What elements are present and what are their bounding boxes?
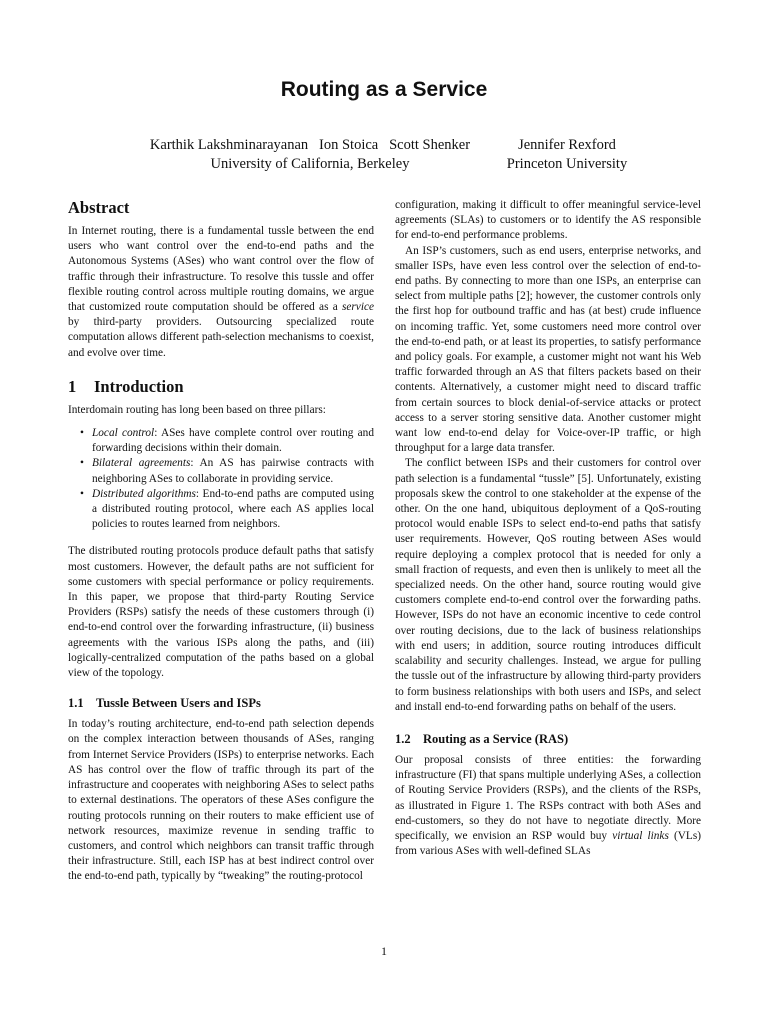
author-names: Karthik Lakshminarayanan Ion Stoica Scott Shenker [149,137,471,153]
paper-title: Routing as a Service [280,78,488,101]
list-item [92,456,374,486]
abstract-text-part: by third-party providers. Outsourcing specialized route computation allows different path-selection mechanisms to coexist, and evolve over time. [68,316,374,359]
pillar-text: : ASes have complete control over routing and forwarding decisions within their domain. [92,427,374,455]
author-affiliation: University of California, Berkeley [210,156,410,172]
subsection-heading-ras [395,731,701,747]
pillar-term: Distributed algorithms [92,487,196,500]
pillar-text: : An AS has pairwise contracts with neighboring ASes to collaborate in providing service. [92,457,374,485]
author-names: Jennifer Rexford [518,137,616,153]
pillar-text: : End-to-end paths are computed using a distributed routing protocol, where each AS applies local policies to routes learned from neighbors. [92,487,374,531]
page-number: 1 [381,944,387,958]
subsection-number: 1.1 [68,696,84,711]
ras-text-part: Our proposal consists of three entities: the forwarding infrastructure (FI) that spans multiple underlying ASes, a collection of Routing Service Providers (RSPs), and the clients of the RSPs, as illustrated in Figure 1. The RSPs contract with both ASes and end-customers, so they do not have to negotiate directly. More specifically, we envision an RSP would buy [395,753,701,842]
right-column [395,198,701,859]
pillar-term: Local control [92,427,155,440]
ras-paragraph [395,753,701,859]
subsection-number: 1.2 [395,731,411,746]
ras-emphasis: virtual links [612,829,669,842]
abstract-emphasis: service [342,301,374,314]
author-list [0,136,768,176]
left-column [68,198,374,885]
author-group-berkeley [130,136,490,174]
abstract-heading: Abstract [68,198,130,217]
ras-text-part: (VLs) from various ASes with well-defined SLAs [395,829,701,858]
intro-paragraph: The distributed routing protocols produce default paths that satisfy most customers. However, the default paths are not sufficient for some customers with special performance or policy requirements. In this paper, we propose that third-party Routing Service Providers (RSPs) satisfy the needs of these customers through (i) end-to-end control over the forwarding infrastructure, (ii) business agreements with the various ISPs along the paths, and (iii) logically-centralized computation of the paths based on a global view of the topology. [68,545,374,680]
author-group-princeton [492,136,642,174]
pillars-list [68,426,374,532]
subsection-heading-tussle [68,695,374,711]
abstract-text-part: In Internet routing, there is a fundamental tussle between the end users who want control over the end-to-end paths and the Autonomous Systems (ASes) who want control over the flow of traffic through their infrastructure. To resolve this tussle and offer flexible routing control across multiple routing domains, we argue that customized route computation should be offered as a [68,225,374,314]
abstract-text [68,224,374,361]
section-heading-introduction [68,377,374,397]
subsection-title: Routing as a Service (RAS) [423,731,569,746]
list-item [92,426,374,456]
continued-paragraph: configuration, making it difficult to offer meaningful service-level agreements (SLAs) to customers or to identify the AS responsible for end-to-end performance problems. [395,199,701,242]
customers-paragraph: An ISP’s customers, such as end users, enterprise networks, and smaller ISPs, have even less control over the selection of end-to-end paths. By connecting to more than one ISPs, an enterprise can select from multiple paths [2]; however, the customer controls only the first hop for outbound traffic and has (at best) crude influence on incoming traffic. Yet, some customers need more control over the end-to-end path, or at least its properties, to satisfy performance and policy goals. For example, a customer might not want his Web traffic forwarded through an AS that filters packets based on their contents. Alternatively, a customer might need to discard traffic from certain sources to block denial-of-service attacks or protect access to a server storing sensitive data. Another customer might want low end-to-end delay for Voice-over-IP traffic, or high throughput for a large data transfer. [395,244,701,455]
section-number: 1 [68,376,77,396]
intro-lead: Interdomain routing has long been based on three pillars: [68,403,326,416]
pillar-term: Bilateral agreements [92,457,191,470]
tussle-paragraph: In today’s routing architecture, end-to-end path selection depends on the complex interaction between thousands of ASes, ranging from Internet Service Providers (ISPs) to enterprise networks. Each AS has control over the flow of traffic through its part of the infrastructure and cooperates with neighboring ASes to select paths to external destinations. The operators of these ASes configure the routing protocols running on their routers to make efficient use of network resources, maximize revenue in sending traffic to customers, and control which neighbors can transit traffic through their infrastructure. Still, each ISP has at best indirect control over the end-to-end path, typically by “tweaking” the routing-protocol [68,718,374,883]
conflict-paragraph: The conflict between ISPs and their customers for control over path selection is a fundamental “tussle” [5]. Unfortunately, existing proposals skew the control to one stakeholder at the expense of the other. On the one hand, ubiquitous deployment of a QoS-routing protocol would enable ISPs to select end-to-end paths that satisfy user requirements. However, QoS routing between ASes would require deploying a complex protocol that is needed for only a small fraction of requests, and even then is unlikely to meet all the specialized needs. On the other hand, source routing would give customers complete end-to-end control over the forwarding paths. However, ISPs do not have an economic incentive to cede control over routing decisions, due to the lack of business relationships with end users; in addition, source routing introduces difficult scalability and security challenges. Instead, we argue for pulling the tussle out of the infrastructure by allowing third-party providers to form business relationships with both users and ISPs, and select and install end-to-end forwarding paths on behalf of the users. [395,457,701,713]
subsection-title: Tussle Between Users and ISPs [96,696,261,711]
author-affiliation: Princeton University [506,156,628,172]
section-title: Introduction [94,376,184,396]
list-item [92,487,374,533]
